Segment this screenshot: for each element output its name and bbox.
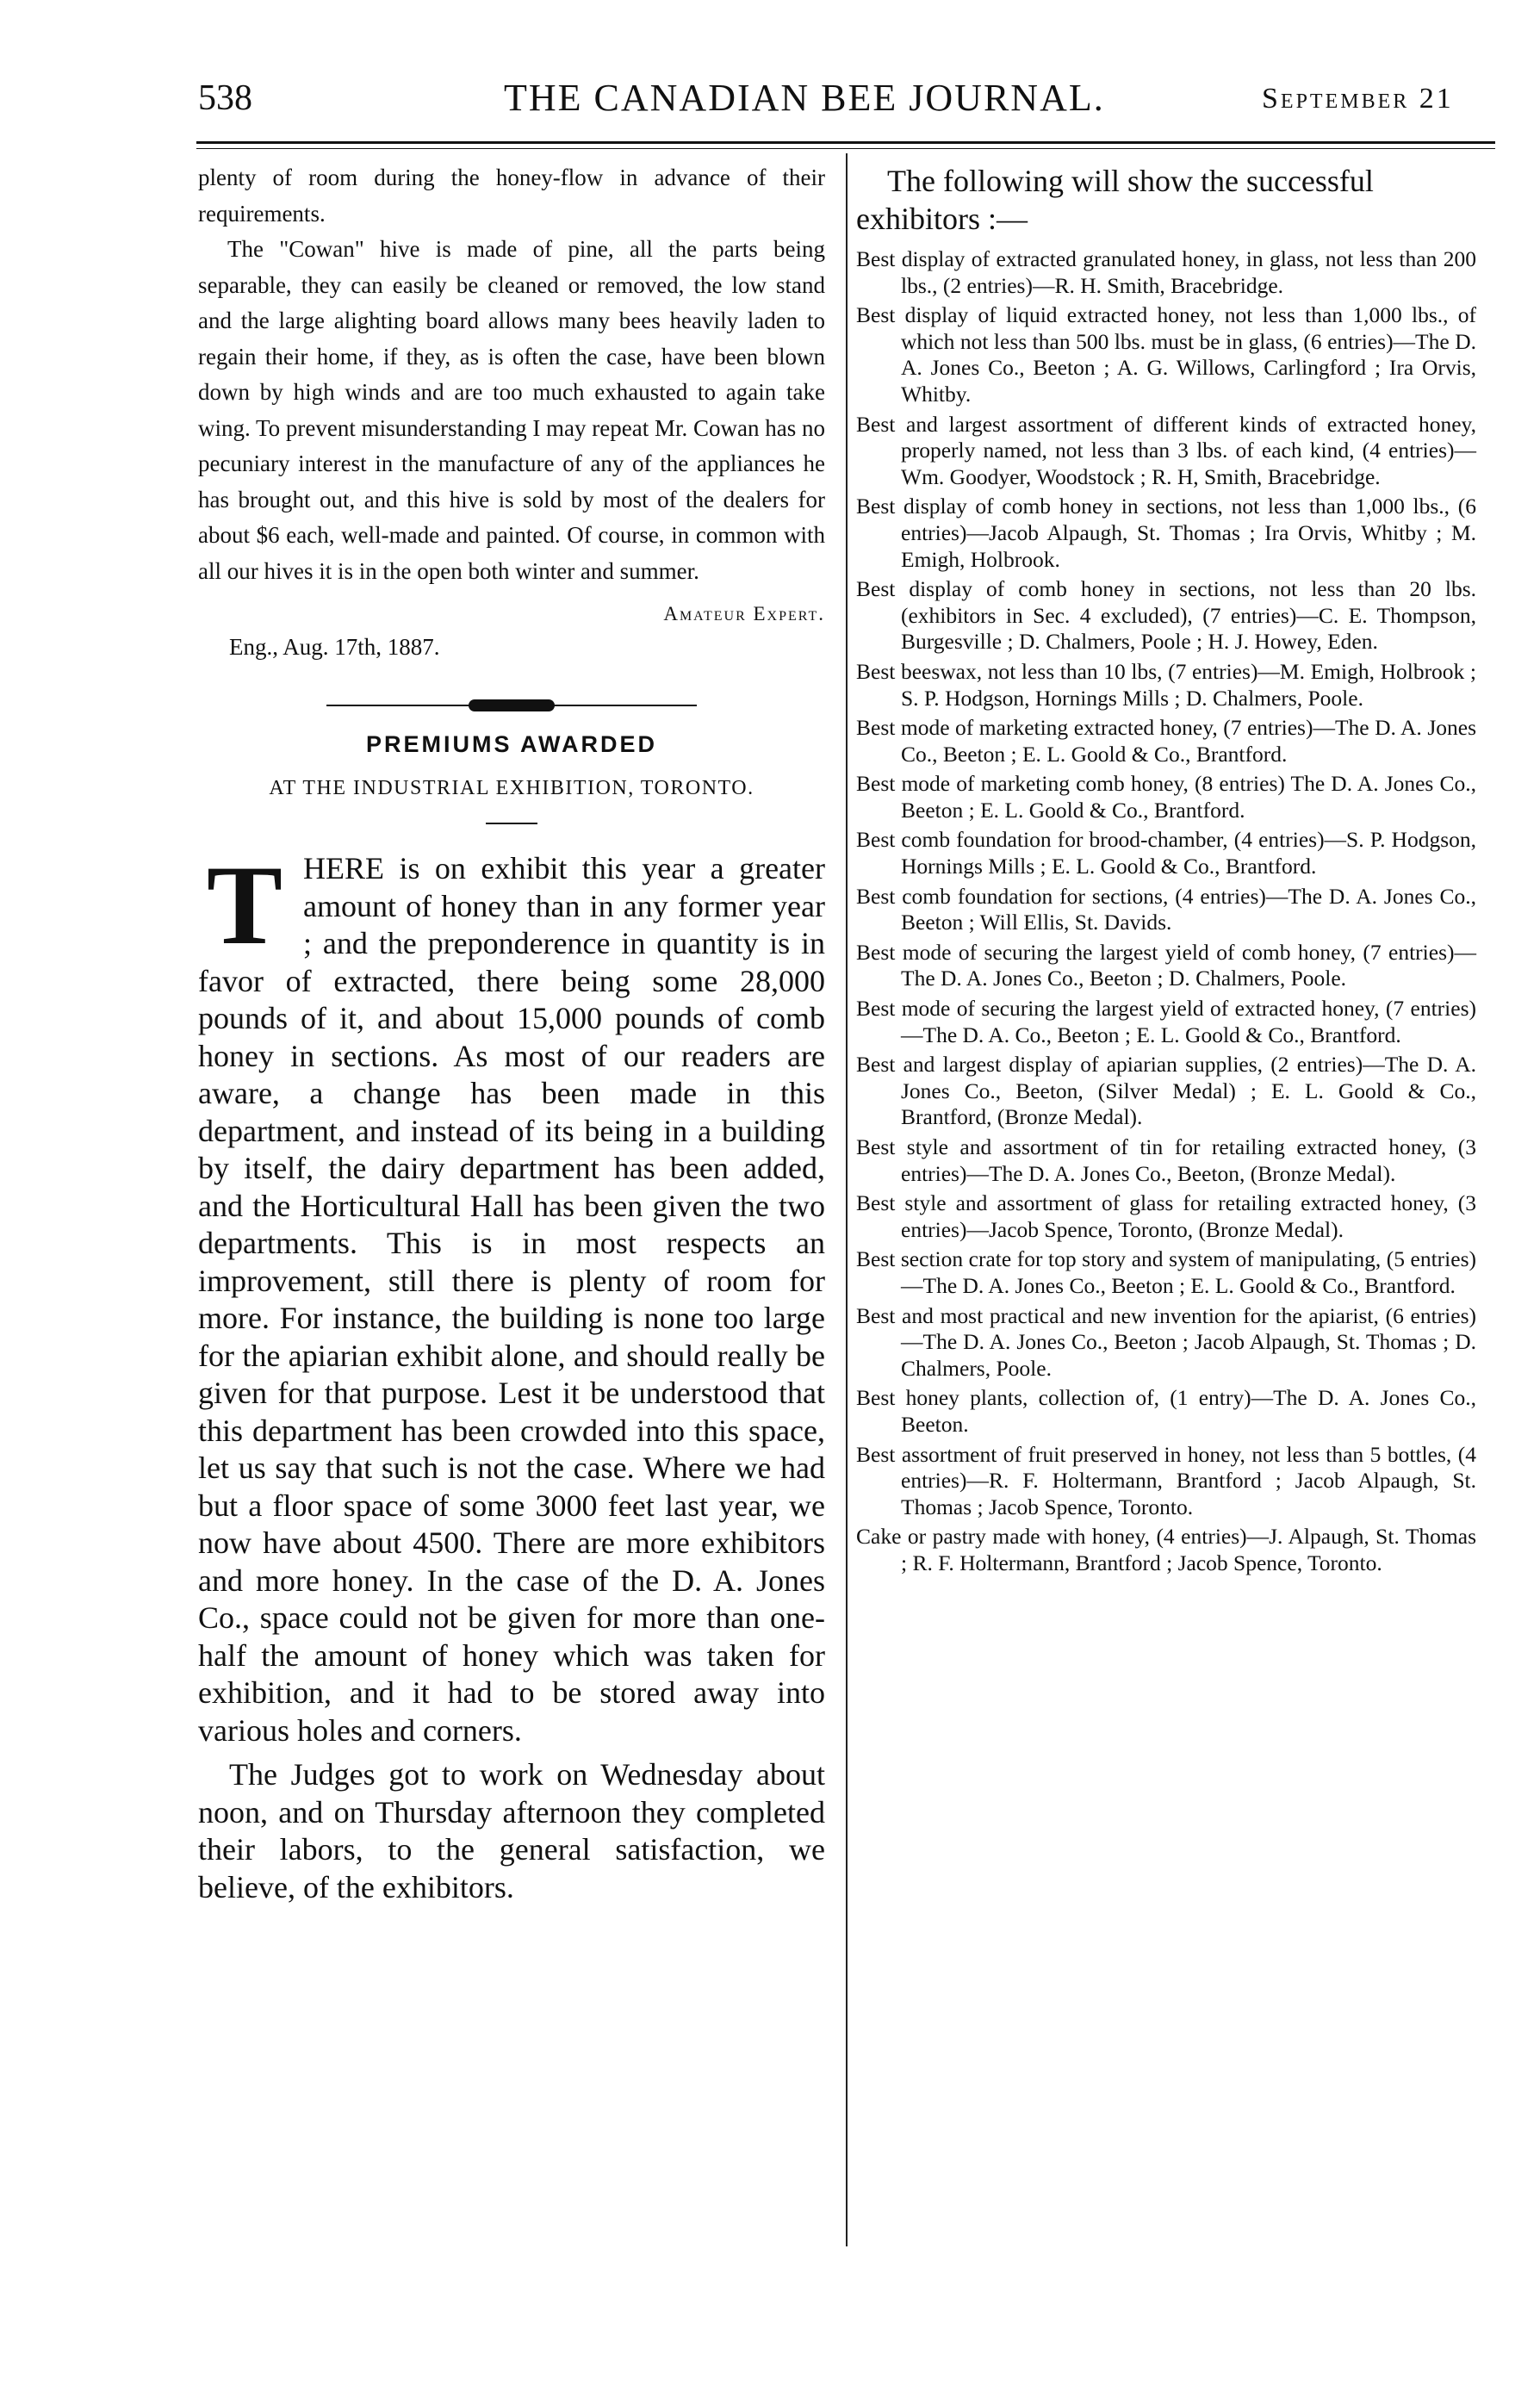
article-paragraph-judges: The Judges got to work on Wednesday about noon, and on Thursday afternoon they completed their labors, to the general satisfaction, we believe, of the exhibitors. (198, 1757, 825, 1904)
journal-title: THE CANADIAN BEE JOURNAL. (504, 77, 1105, 119)
article-body (198, 842, 825, 1906)
section-ornament (326, 697, 697, 714)
dateline: Eng., Aug. 17th, 1887. (229, 634, 440, 660)
award-entry: Best mode of securing the largest yield of comb honey, (7 entries)—The D. A. Jones Co., Beeton ; D. Chalmers, Poole. (856, 939, 1476, 991)
continued-paragraph: plenty of room during the honey-flow in advance of their requirements. (198, 165, 825, 227)
article-paragraph: HERE is on exhibit this year a greater amount of honey than in any former year ; and the preponderence in quantity is in favor of extracted, there being some 28,000 pounds of it, and about 15,000 pounds of comb honey in sections. As most of our readers are aware, a change has been made in this department, and instead of its being in a building by itself, the dairy department has been added, and the Horticultural Hall has been given the two departments. This is in most respects an improvement, still there is plenty of room for more. For instance, the building is none too large for the apiarian exhibit alone, and should really be given for that purpose. Lest it be understood that this department has been crowded into this space, let us say that such is not the case. Where we had but a floor space of some 3000 feet last year, we now have about 4500. There are more exhibitors and more honey. In the case of the D. A. Jones Co., space could not be given for more than one-half the amount of honey which was taken for exhibition, and it had to be stored away into various holes and corners. (198, 851, 825, 1748)
left-column (198, 160, 825, 1906)
award-entry: Best display of comb honey in sections, not less than 20 lbs. (exhibitors in Sec. 4 excluded), (7 entries)—C. E. Thompson, Burgesville ; D. Chalmers, Poole ; H. J. Howey, Eden. (856, 576, 1476, 655)
page-number: 538 (198, 78, 252, 118)
section-title: PREMIUMS AWARDED (365, 731, 657, 757)
issue-date: September 21 (1262, 83, 1454, 115)
short-rule (486, 823, 537, 824)
award-entry: Best and largest display of apiarian supplies, (2 entries)—The D. A. Jones Co., Beeton, (Silver Medal) ; E. L. Goold & Co., Brantford, (Bronze Medal). (856, 1052, 1476, 1130)
award-entry: Best honey plants, collection of, (1 entry)—The D. A. Jones Co., Beeton. (856, 1385, 1476, 1437)
award-list (856, 246, 1476, 1577)
header-rule-thick (196, 141, 1495, 144)
cowan-hive-paragraph: The "Cowan" hive is made of pine, all the parts being separable, they can easily be cleaned or removed, the low stand and the large alighting board allows many bees heavily laden to regain their home, if they, as is often the case, have been blown down by high winds and are too much exhausted to again take wing. To prevent misunderstanding I may repeat Mr. Cowan has no pecuniary interest in the manufacture of any of the appliances he has brought out, and this hive is sold by most of the dealers for about $6 each, well-made and painted. Of course, in common with all our hives it is in the open both winter and summer. (198, 236, 825, 584)
award-entry: Best display of extracted granulated honey, in glass, not less than 200 lbs., (2 entries)—R. H. Smith, Bracebridge. (856, 246, 1476, 298)
award-entry: Best mode of securing the largest yield of extracted honey, (7 entries)—The D. A. Co., Beeton ; E. L. Goold & Co., Brantford. (856, 996, 1476, 1047)
section-subtitle: AT THE INDUSTRIAL EXHIBITION, TORONTO. (269, 777, 754, 799)
award-entry: Best display of liquid extracted honey, not less than 1,000 lbs., of which not less than 500 lbs. must be in glass, (6 entries)—The D. A. Jones Co., Beeton ; A. G. Willows, Carlingford ; Ira Orvis, Whitby. (856, 302, 1476, 407)
right-column (856, 160, 1476, 1581)
award-entry: Best mode of marketing comb honey, (8 entries) The D. A. Jones Co., Beeton ; E. L. Goold & Co., Brantford. (856, 771, 1476, 823)
header-rule-thin (196, 148, 1495, 149)
drop-cap: T (206, 842, 283, 968)
author-signature: Amateur Expert. (663, 603, 825, 624)
award-entry: Best comb foundation for brood-chamber, (4 entries)—S. P. Hodgson, Hornings Mills ; E. L. Goold & Co., Brantford. (856, 827, 1476, 879)
award-entry: Best assortment of fruit preserved in honey, not less than 5 bottles, (4 entries)—R. F. Holtermann, Brantford ; Jacob Alpaugh, St. Thomas ; Jacob Spence, Toronto. (856, 1441, 1476, 1519)
exhibitors-intro: The following will show the successful exhibitors :— (856, 164, 1374, 236)
award-entry: Best style and assortment of glass for retailing extracted honey, (3 entries)—Jacob Spence, Toronto, (Bronze Medal). (856, 1190, 1476, 1242)
award-entry: Best section crate for top story and system of manipulating, (5 entries)—The D. A. Jones Co., Beeton ; E. L. Goold & Co., Brantford. (856, 1246, 1476, 1298)
award-entry: Cake or pastry made with honey, (4 entries)—J. Alpaugh, St. Thomas ; R. F. Holtermann, Brantford ; Jacob Spence, Toronto. (856, 1524, 1476, 1575)
column-divider (846, 153, 848, 2246)
award-entry: Best and most practical and new invention for the apiarist, (6 entries)—The D. A. Jones Co., Beeton ; Jacob Alpaugh, St. Thomas ; D. Chalmers, Poole. (856, 1302, 1476, 1381)
award-entry: Best and largest assortment of different kinds of extracted honey, properly named, not less than 3 lbs. of each kind, (4 entries)—Wm. Goodyer, Woodstock ; R. H, Smith, Bracebridge. (856, 411, 1476, 489)
award-entry: Best mode of marketing extracted honey, (7 entries)—The D. A. Jones Co., Beeton ; E. L. Goold & Co., Brantford. (856, 715, 1476, 767)
award-entry: Best comb foundation for sections, (4 entries)—The D. A. Jones Co., Beeton ; Will Ellis, St. Davids. (856, 883, 1476, 935)
award-entry: Best style and assortment of tin for retailing extracted honey, (3 entries)—The D. A. Jones Co., Beeton, (Bronze Medal). (856, 1134, 1476, 1186)
award-entry: Best display of comb honey in sections, not less than 1,000 lbs., (6 entries)—Jacob Alpaugh, St. Thomas ; Ira Orvis, Whitby ; M. Emigh, Holbrook. (856, 494, 1476, 572)
award-entry: Best beeswax, not less than 10 lbs, (7 entries)—M. Emigh, Holbrook ; S. P. Hodgson, Hornings Mills ; D. Chalmers, Poole. (856, 658, 1476, 711)
